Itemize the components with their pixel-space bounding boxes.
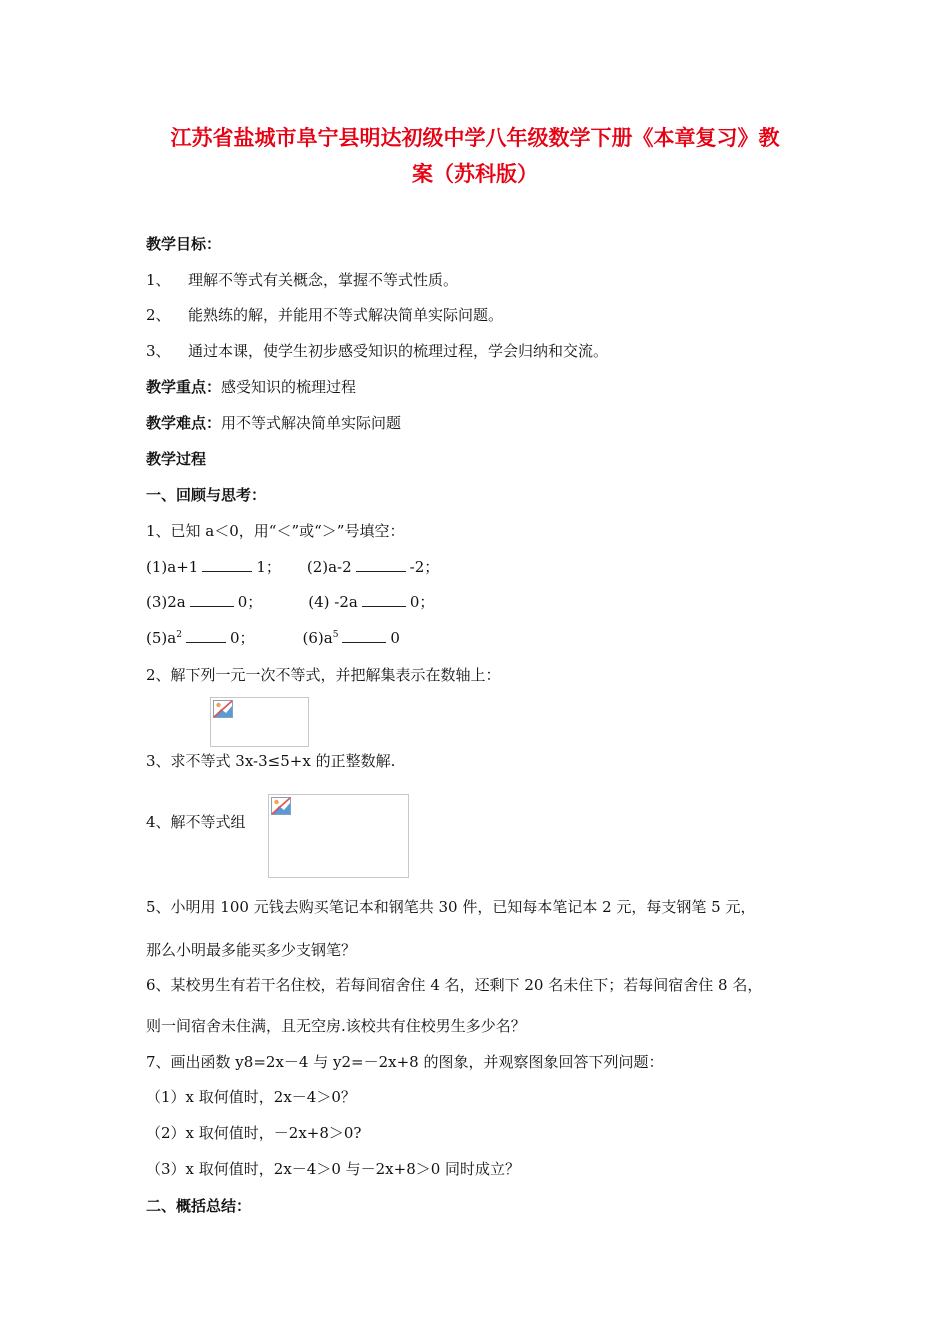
difficulty-text: 用不等式解决简单实际问题	[221, 414, 402, 432]
blank-suffix: -2；	[409, 558, 440, 576]
question-1-row-1	[146, 557, 439, 577]
blank-prefix: (6)a	[302, 629, 333, 647]
question-7-sub-3: （3）x 取何值时，2x－4＞0 与－2x+8＞0 同时成立？	[146, 1160, 521, 1178]
blank-suffix: 0；	[409, 593, 435, 611]
question-1-row-3	[146, 628, 400, 648]
blank-suffix: 0；	[237, 593, 263, 611]
fill-blank	[342, 628, 386, 643]
key-point-row	[146, 377, 356, 397]
blank-prefix: (2)a-2	[306, 558, 352, 576]
objective-number: 1、	[146, 271, 171, 289]
question-6-line-2: 则一间宿舍未住满，且无空房.该校共有住校男生多少名？	[146, 1017, 526, 1035]
objective-number: 3、	[146, 342, 171, 360]
document-title-line-1: 江苏省盐城市阜宁县明达初级中学八年级数学下册《本章复习》教	[170, 126, 780, 150]
blank-item-2	[307, 558, 439, 576]
section-2-heading: 二、概括总结：	[146, 1197, 252, 1215]
objective-text: 理解不等式有关概念，掌握不等式性质。	[188, 271, 459, 289]
blank-item-5	[146, 629, 254, 647]
question-1-row-2	[146, 592, 434, 612]
blank-prefix: (1)a+1	[146, 558, 199, 576]
fill-blank	[190, 592, 234, 607]
blank-prefix: (4) -2a	[308, 593, 358, 611]
objective-text: 能熟练的解，并能用不等式解决简单实际问题。	[188, 306, 504, 324]
objective-item-3	[146, 341, 608, 361]
blank-item-3	[146, 593, 262, 611]
objective-item-1	[146, 270, 458, 290]
process-heading: 教学过程	[146, 450, 207, 468]
exponent: 5	[332, 630, 339, 640]
broken-image-placeholder	[210, 697, 309, 747]
blank-item-6	[302, 629, 399, 647]
fill-blank	[362, 592, 406, 607]
question-7: 7、画出函数 y8=2x－4 与 y2=－2x+8 的图象，并观察图象回答下列问题：	[146, 1053, 664, 1071]
blank-item-4	[308, 593, 434, 611]
broken-image-icon	[213, 700, 233, 718]
difficulty-label: 教学难点：	[146, 414, 222, 432]
fill-blank	[186, 628, 226, 643]
key-point-label: 教学重点：	[146, 378, 222, 396]
key-point-text: 感受知识的梳理过程	[221, 378, 357, 396]
blank-prefix: (5)a	[146, 629, 177, 647]
objective-item-2	[146, 305, 503, 325]
blank-suffix: 0；	[229, 629, 255, 647]
blank-prefix: (3)2a	[146, 593, 186, 611]
section-1-heading: 一、回顾与思考：	[146, 486, 267, 504]
question-2: 2、解下列一元一次不等式，并把解集表示在数轴上：	[146, 666, 501, 684]
question-5-line-2: 那么小明最多能买多少支钢笔？	[146, 941, 357, 959]
difficulty-row	[146, 413, 401, 433]
document-title-line-2: 案（苏科版）	[412, 162, 538, 186]
broken-image-icon	[271, 797, 291, 815]
question-4: 4、解不等式组	[146, 813, 246, 831]
objective-number: 2、	[146, 306, 171, 324]
objective-text: 通过本课，使学生初步感受知识的梳理过程，学会归纳和交流。	[188, 342, 609, 360]
broken-image-placeholder	[268, 794, 409, 878]
question-7-sub-1: （1）x 取何值时，2x－4＞0？	[146, 1088, 356, 1106]
fill-blank	[356, 557, 406, 572]
question-3: 3、求不等式 3x-3≤5+x 的正整数解.	[146, 752, 396, 770]
question-5-line-1: 5、小明用 100 元钱去购买笔记本和钢笔共 30 件，已知每本笔记本 2 元，每支钢笔 5 元，	[146, 898, 756, 916]
exponent: 2	[176, 630, 182, 640]
blank-item-1	[146, 558, 281, 576]
question-1: 1、已知 a＜0，用“＜”或“＞”号填空：	[146, 522, 405, 540]
objectives-heading: 教学目标：	[146, 235, 222, 253]
question-7-sub-2: （2）x 取何值时，－2x+8＞0?	[146, 1124, 362, 1142]
question-6-line-1: 6、某校男生有若干名住校，若每间宿舍住 4 名，还剩下 20 名未住下；若每间宿舍住 8 名，	[146, 976, 763, 994]
blank-suffix: 1；	[256, 558, 281, 576]
blank-suffix: 0	[390, 629, 400, 647]
fill-blank	[202, 557, 252, 572]
